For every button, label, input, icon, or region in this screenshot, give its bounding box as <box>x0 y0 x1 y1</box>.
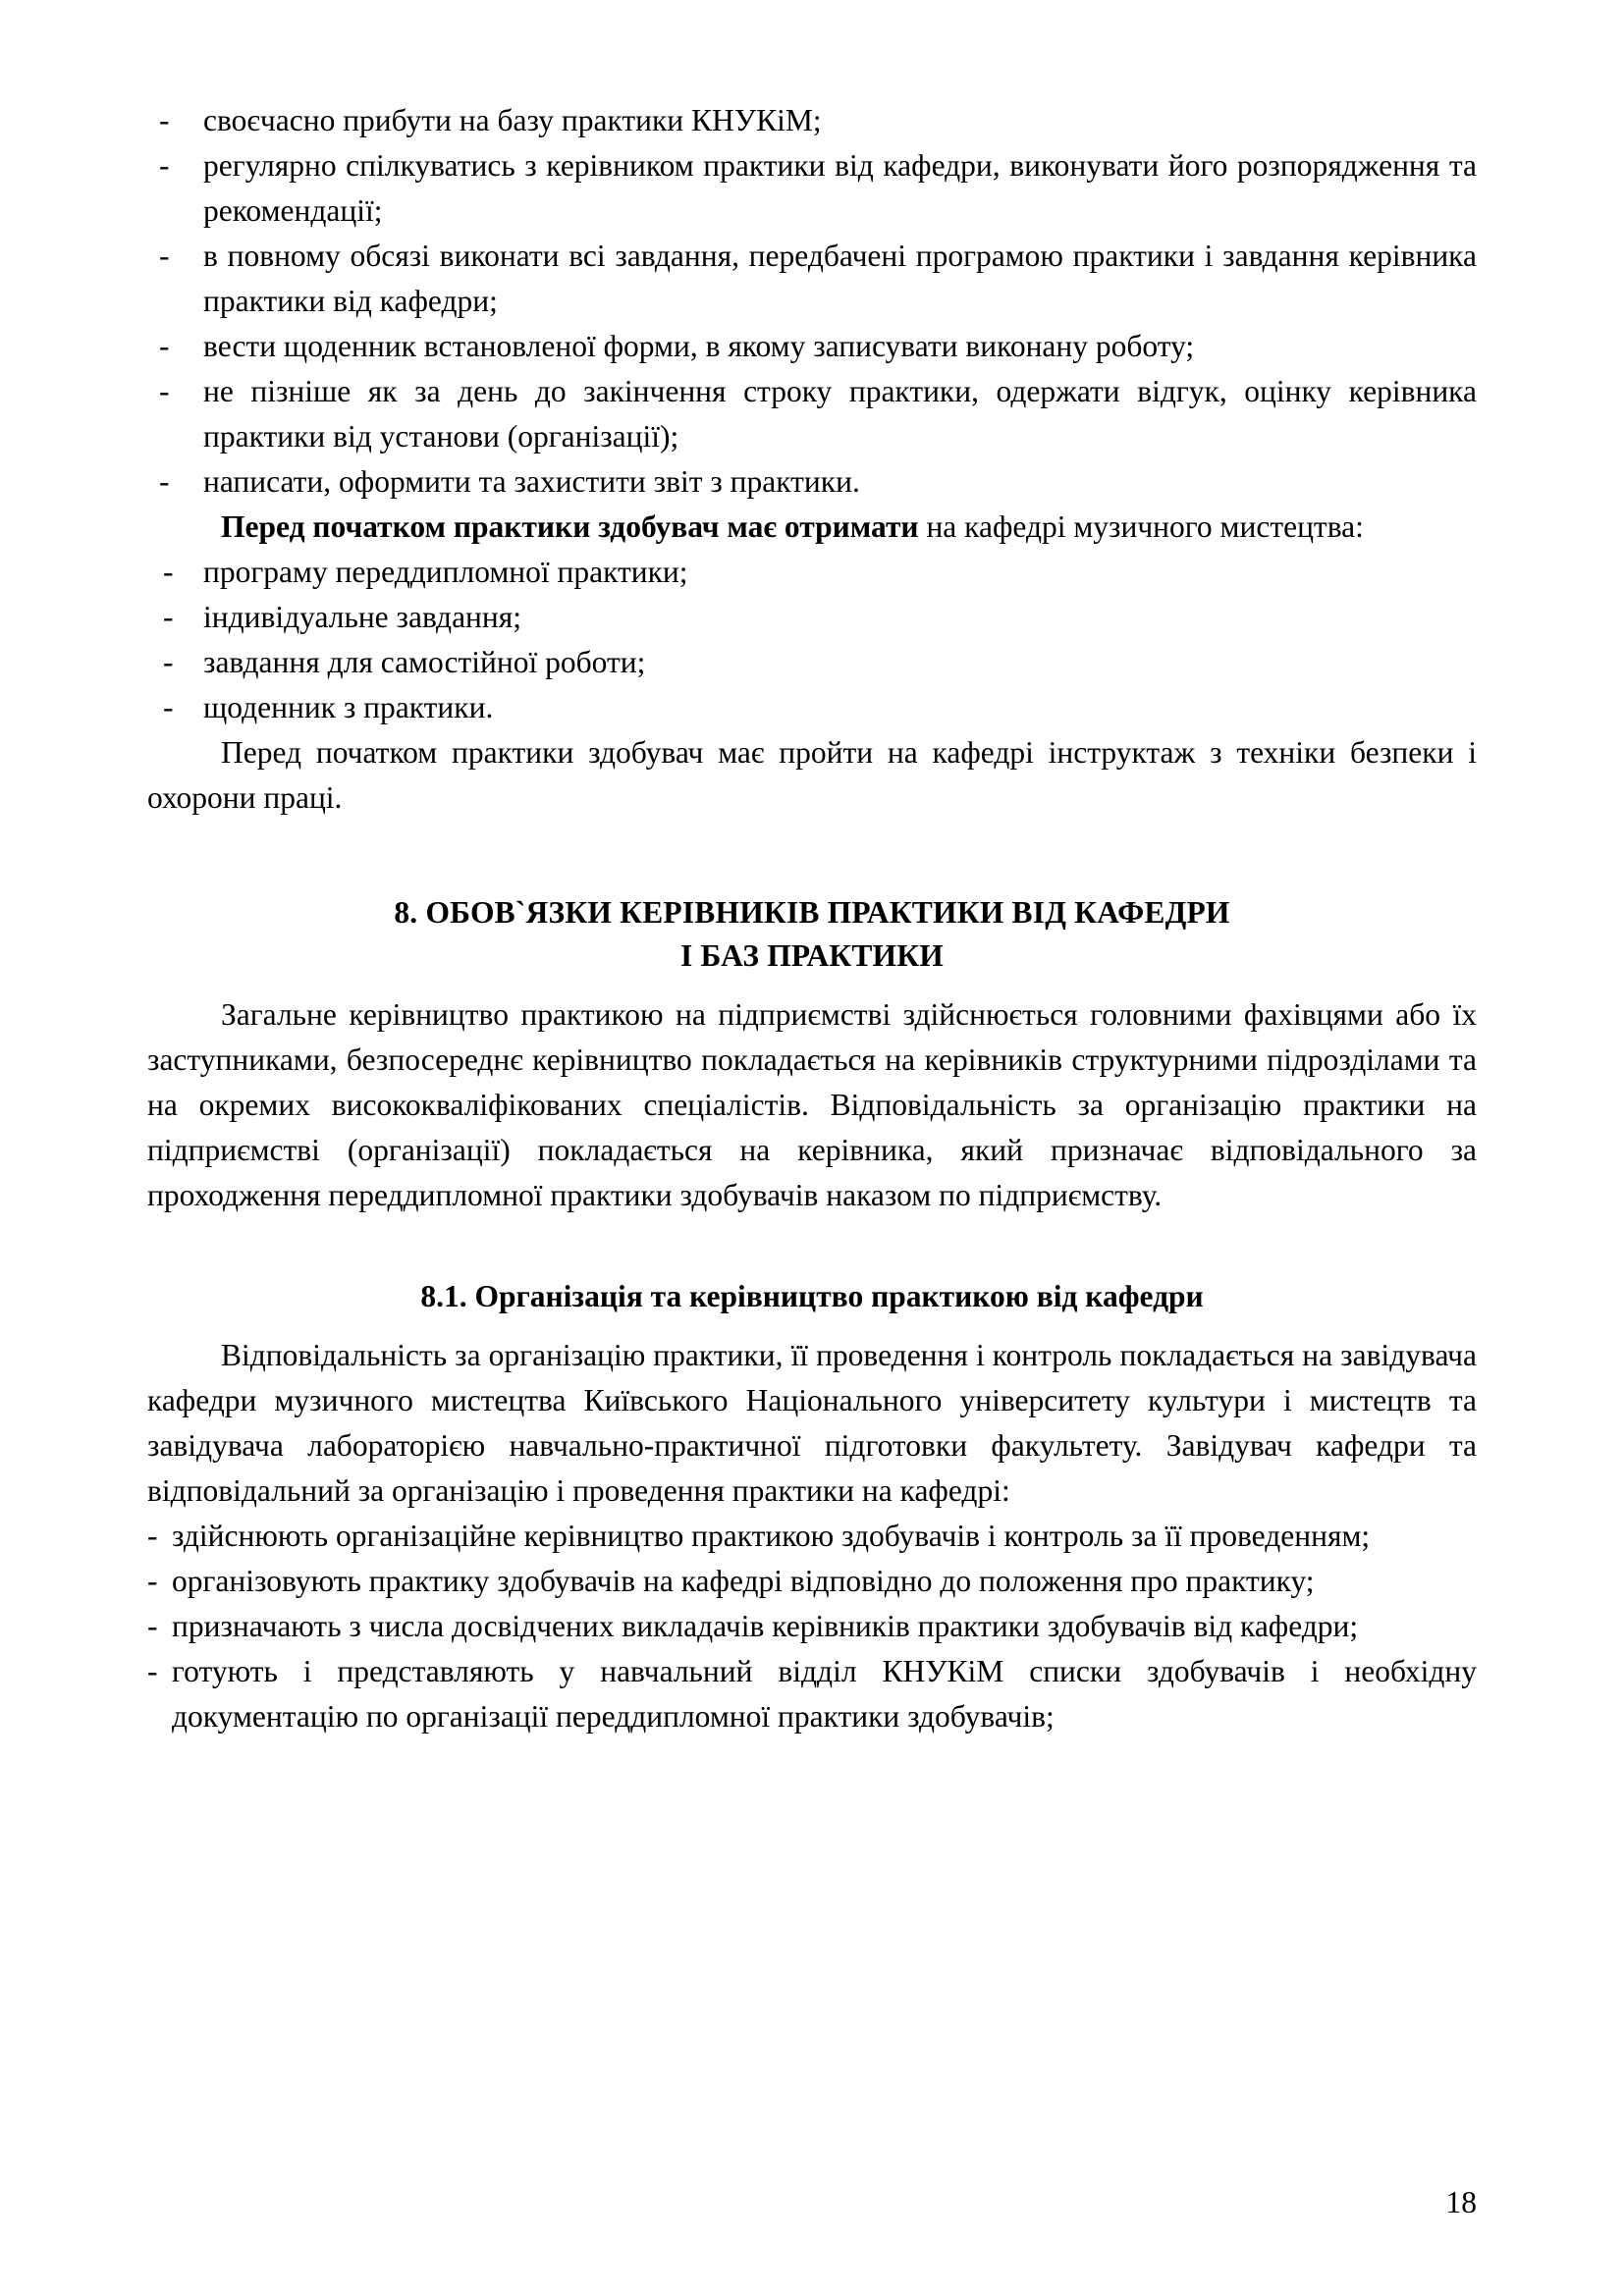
spacer <box>147 1319 1477 1333</box>
section-8-1-title: 8.1. Організація та керівництво практикою від кафедри <box>420 1279 1204 1314</box>
list-marker: - <box>147 1608 158 1643</box>
list-item-text: індивідуальне завдання; <box>203 599 522 634</box>
list-item-text: вести щоденник встановленої форми, в якому записувати виконану роботу; <box>203 328 1195 363</box>
list-item-text: призначають з числа досвідчених викладачів керівників практики здобувачів від кафедри; <box>172 1608 1359 1643</box>
list-marker: - <box>159 373 170 408</box>
list-item <box>147 98 1477 143</box>
list-item <box>147 1649 1477 1739</box>
list-item-text: регулярно спілкуватись з керівником практики від кафедри, виконувати його розпорядження та рекомендації; <box>203 147 1477 228</box>
lead-paragraph <box>147 505 1477 550</box>
duties-student-list <box>147 98 1477 505</box>
page-content <box>147 98 1477 1739</box>
list-item-text: готують і представляють у навчальний відділ КНУКіМ списки здобувачів і необхідну документацію по організації переддипломної практики здобувачів; <box>172 1653 1477 1734</box>
list-item <box>147 1514 1477 1559</box>
list-marker: - <box>159 463 170 499</box>
list-marker: - <box>159 103 170 137</box>
list-item-text: здійснюють організаційне керівництво практикою здобувачів і контроль за її проведенням; <box>172 1518 1371 1553</box>
list-item-text: щоденник з практики. <box>203 689 494 724</box>
list-item <box>147 640 1477 685</box>
list-marker: - <box>147 1518 158 1553</box>
list-item <box>147 459 1477 505</box>
lead-paragraph-bold: Перед початком практики здобувач має отримати <box>221 508 919 544</box>
list-item-text: в повному обсязі виконати всі завдання, передбачені програмою практики і завдання керівника практики від кафедри; <box>203 238 1477 318</box>
list-marker: - <box>163 644 174 679</box>
list-marker: - <box>159 328 170 363</box>
list-marker: - <box>147 1563 158 1598</box>
list-marker: - <box>147 1653 158 1688</box>
lead-paragraph-rest: на кафедрі музичного мистецтва: <box>918 508 1364 544</box>
spacer <box>147 979 1477 992</box>
safety-briefing-paragraph: Перед початком практики здобувач має пройти на кафедрі інструктаж з техніки безпеки і охорони праці. <box>147 734 1477 815</box>
section-8-title-line-1: 8. ОБОВ`ЯЗКИ КЕРІВНИКІВ ПРАКТИКИ ВІД КАФЕДРИ <box>394 894 1230 930</box>
materials-to-receive-list <box>147 550 1477 730</box>
list-item-text: своєчасно прибути на базу практики КНУКіМ; <box>203 103 822 137</box>
list-item-text: не пізніше як за день до закінчення строку практики, одержати відгук, оцінку керівника практики від установи (організації); <box>203 373 1477 454</box>
list-item <box>147 143 1477 234</box>
list-item-text: завдання для самостійної роботи; <box>203 644 646 679</box>
spacer <box>147 821 1477 891</box>
list-marker: - <box>163 689 174 724</box>
list-marker: - <box>159 147 170 183</box>
list-marker: - <box>163 599 174 634</box>
list-item <box>147 324 1477 369</box>
list-item <box>147 369 1477 459</box>
list-item-text: організовують практику здобувачів на кафедрі відповідно до положення про практику; <box>172 1563 1315 1598</box>
list-item-text: програму переддипломної практики; <box>203 554 688 589</box>
list-item <box>147 685 1477 730</box>
page-number: 18 <box>1445 2184 1477 2219</box>
list-item <box>147 1604 1477 1649</box>
section-8-paragraph: Загальне керівництво практикою на підприємстві здійснюється головними фахівцями або їх заступниками, безпосереднє керівництво покладається на керівників структурними підрозділами та на окремих висококваліфікованих спеціалістів. Відповідальність за організацію практики на підприємстві (організації) покладається на керівника, який призначає відповідального за проходження переддипломної практики здобувачів наказом по підприємству. <box>147 997 1477 1213</box>
list-item-text: написати, оформити та захистити звіт з практики. <box>203 463 860 499</box>
section-8-1-paragraph: Відповідальність за організацію практики, її проведення і контроль покладається на завідувача кафедри музичного мистецтва Київського Національного університету культури і мистецтв та завідувача лабораторією навчально-практичної підготовки факультету. Завідувач кафедри та відповідальний за організацію і проведення практики на кафедрі: <box>147 1337 1477 1508</box>
list-marker: - <box>163 554 174 589</box>
spacer <box>147 1218 1477 1275</box>
list-item <box>147 234 1477 324</box>
department-duties-list <box>147 1514 1477 1739</box>
list-item <box>147 550 1477 595</box>
list-item <box>147 595 1477 640</box>
list-item <box>147 1559 1477 1604</box>
section-8-title-line-2: І БАЗ ПРАКТИКИ <box>680 938 944 974</box>
list-marker: - <box>159 238 170 273</box>
